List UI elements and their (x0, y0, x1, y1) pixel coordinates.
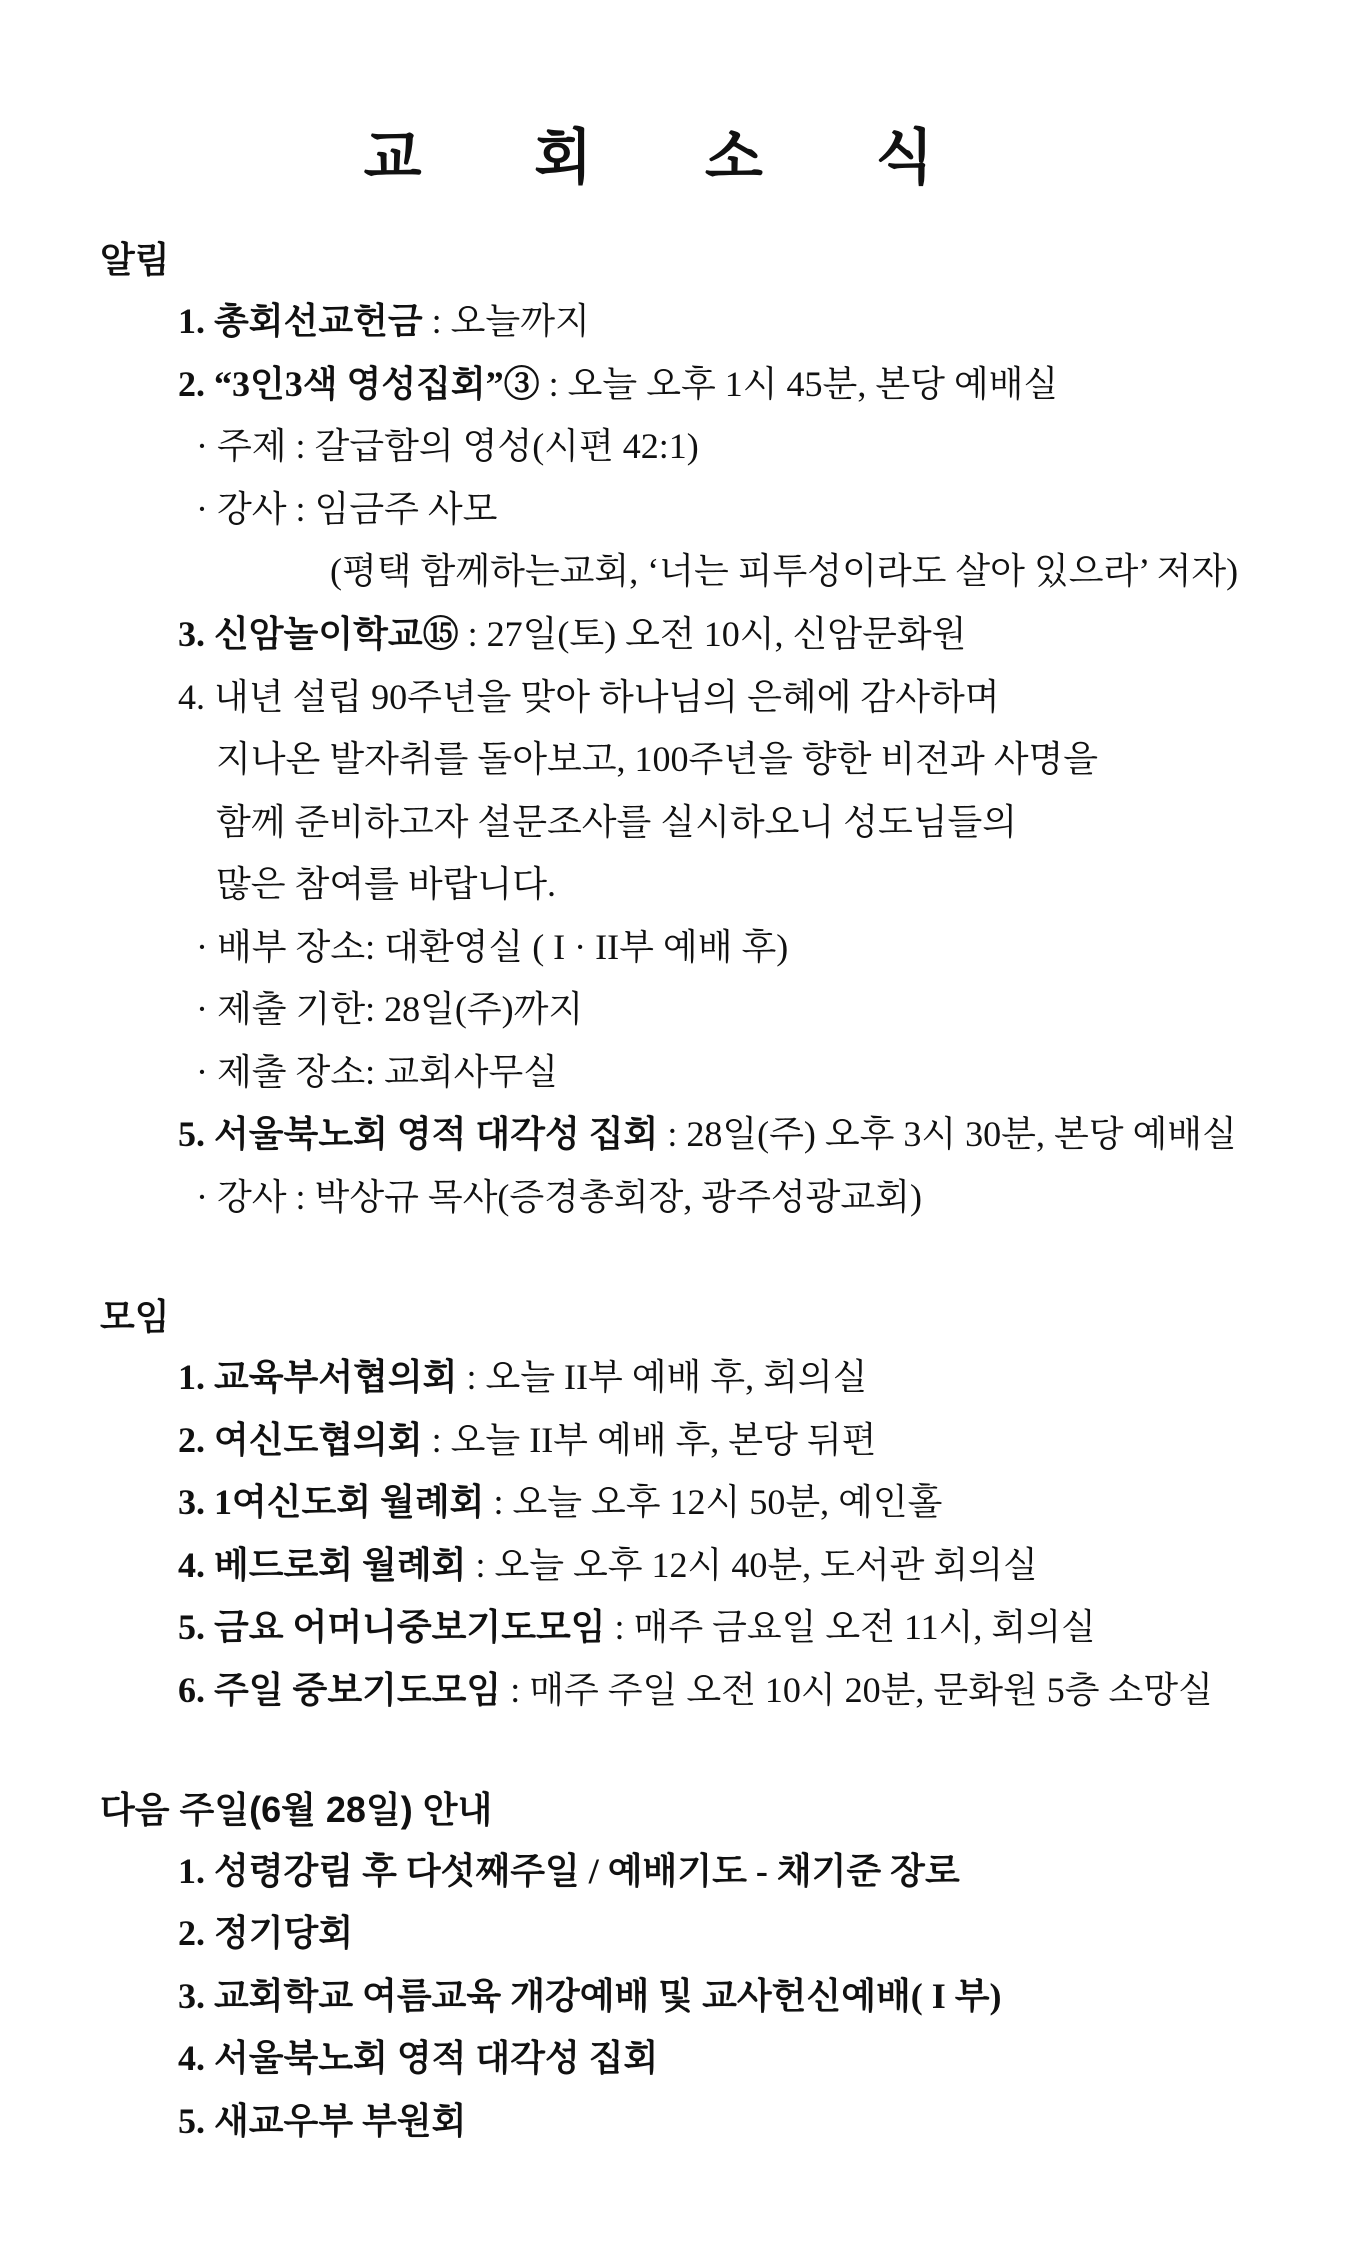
meeting-item-6-label: 6. 주일 중보기도모임 (178, 1670, 502, 1710)
notice-item-3 (178, 610, 966, 658)
next-sunday-item-5: 5. 새교우부 부원회 (178, 2101, 467, 2141)
notice-item-4-place: · 제출 장소: 교회사무실 (196, 1052, 558, 1092)
meeting-item-2-label: 2. 여신도협의회 (178, 1420, 423, 1460)
meeting-item-4 (178, 1541, 1038, 1589)
section-heading-meetings: 모임 (100, 1296, 170, 1337)
notice-item-4-deadline: · 제출 기한: 28일(주)까지 (196, 989, 584, 1029)
notice-item-5-label: 5. 서울북노회 영적 대각성 집회 (178, 1114, 659, 1154)
notice-item-2-speaker-note: (평택 함께하는교회, ‘너는 피투성이라도 살아 있으라’ 저자) (330, 551, 1239, 591)
notice-item-1 (178, 297, 590, 345)
meeting-item-6-text: : 매주 주일 오전 10시 20분, 문화원 5층 소망실 (501, 1670, 1213, 1710)
notice-item-2 (178, 360, 1058, 408)
meeting-item-4-text: : 오늘 오후 12시 40분, 도서관 회의실 (466, 1545, 1038, 1585)
meeting-item-3-label: 3. 1여신도회 월례회 (178, 1482, 485, 1522)
section-heading-next-sunday: 다음 주일(6월 28일) 안내 (100, 1789, 493, 1830)
next-sunday-item-4: 4. 서울북노회 영적 대각성 집회 (178, 2038, 659, 2078)
notice-item-4-line-3: 함께 준비하고자 설문조사를 실시하오니 성도님들의 (216, 802, 1018, 842)
meeting-item-1-text: : 오늘 II부 예배 후, 회의실 (457, 1357, 868, 1397)
notice-item-2-speaker: · 강사 : 임금주 사모 (196, 489, 498, 529)
notice-item-3-text: : 27일(토) 오전 10시, 신암문화원 (458, 614, 967, 654)
notice-item-2-theme: · 주제 : 갈급함의 영성(시편 42:1) (196, 426, 699, 466)
notice-item-2-label: 2. “3인3색 영성집회”③ (178, 364, 540, 404)
notice-item-1-text: : 오늘까지 (422, 301, 590, 341)
next-sunday-item-2: 2. 정기당회 (178, 1913, 354, 1953)
meeting-item-5 (178, 1603, 1096, 1651)
notice-item-4-line-2: 지나온 발자취를 돌아보고, 100주년을 향한 비전과 사명을 (216, 739, 1099, 779)
notice-item-4-line-1: 4. 내년 설립 90주년을 맞아 하나님의 은혜에 감사하며 (178, 677, 1000, 717)
page-title: 교 회 소 식 (363, 124, 982, 191)
notice-item-3-label: 3. 신암놀이학교⑮ (178, 614, 459, 654)
notice-item-4-distribution: · 배부 장소: 대환영실 ( I · II부 예배 후) (196, 927, 789, 967)
next-sunday-item-1: 1. 성령강림 후 다섯째주일 / 예배기도 - 채기준 장로 (178, 1851, 960, 1891)
meeting-item-3-text: : 오늘 오후 12시 50분, 예인홀 (484, 1482, 943, 1522)
meeting-item-1 (178, 1353, 867, 1401)
meeting-item-2 (178, 1416, 876, 1464)
meeting-item-4-label: 4. 베드로회 월례회 (178, 1545, 467, 1585)
notice-item-5-speaker: · 강사 : 박상규 목사(증경총회장, 광주성광교회) (196, 1177, 922, 1217)
notice-item-2-text: : 오늘 오후 1시 45분, 본당 예배실 (539, 364, 1059, 404)
meeting-item-6 (178, 1666, 1213, 1714)
section-heading-notices: 알림 (100, 239, 170, 280)
notice-item-4-line-4: 많은 참여를 바랍니다. (216, 864, 556, 904)
meeting-item-1-label: 1. 교육부서협의회 (178, 1357, 458, 1397)
meeting-item-3 (178, 1478, 942, 1526)
notice-item-1-label: 1. 총회선교헌금 (178, 301, 423, 341)
meeting-item-5-label: 5. 금요 어머니중보기도모임 (178, 1607, 606, 1647)
meeting-item-5-text: : 매주 금요일 오전 11시, 회의실 (605, 1607, 1096, 1647)
notice-item-5 (178, 1110, 1237, 1158)
notice-item-5-text: : 28일(주) 오후 3시 30분, 본당 예배실 (658, 1114, 1237, 1154)
next-sunday-item-3: 3. 교회학교 여름교육 개강예배 및 교사헌신예배( I 부) (178, 1976, 1002, 2016)
meeting-item-2-text: : 오늘 II부 예배 후, 본당 뒤편 (422, 1420, 877, 1460)
